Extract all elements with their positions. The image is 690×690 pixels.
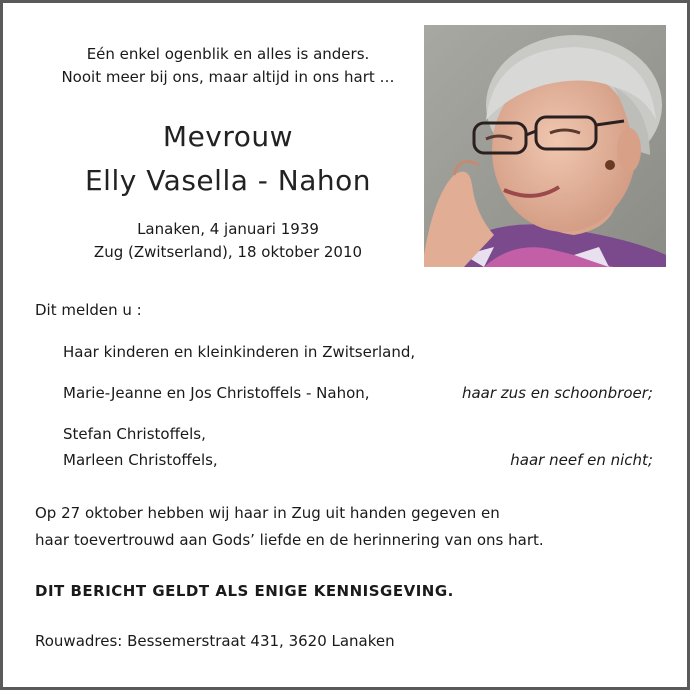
deceased-name: Elly Vasella - Nahon <box>84 164 372 197</box>
deceased-name-block <box>43 115 413 203</box>
relation-4: haar neef en nicht; <box>510 451 653 469</box>
notice-text: DIT BERICHT GELDT ALS ENIGE KENNISGEVING. <box>35 582 454 600</box>
relation-2: haar zus en schoonbroer; <box>461 384 653 402</box>
relative-1: Haar kinderen en kleinkinderen in Zwitserland, <box>63 343 416 361</box>
relative-4: Marleen Christoffels, <box>63 451 218 469</box>
paragraph-line-2: haar toevertrouwd aan Gods’ liefde en de herinnering van ons hart. <box>35 531 544 549</box>
intro-text: Dit melden u : <box>35 301 142 319</box>
death-date: Zug (Zwitserland), 18 oktober 2010 <box>93 243 363 261</box>
paragraph-line-1: Op 27 oktober hebben wij haar in Zug uit handen gegeven en <box>35 504 500 522</box>
motto-line-1: Eén enkel ogenblik en alles is anders. <box>86 45 370 63</box>
relative-3: Stefan Christoffels, <box>63 425 206 443</box>
portrait-image <box>424 25 666 267</box>
life-dates <box>43 218 413 264</box>
address-text: Rouwadres: Bessemerstraat 431, 3620 Lanaken <box>35 632 395 650</box>
birth-date: Lanaken, 4 januari 1939 <box>137 220 319 238</box>
portrait-photo <box>424 25 666 267</box>
title: Mevrouw <box>162 120 294 153</box>
motto <box>43 43 413 89</box>
relative-2: Marie-Jeanne en Jos Christoffels - Nahon, <box>63 384 370 402</box>
motto-line-2: Nooit meer bij ons, maar altijd in ons hart … <box>61 68 395 86</box>
